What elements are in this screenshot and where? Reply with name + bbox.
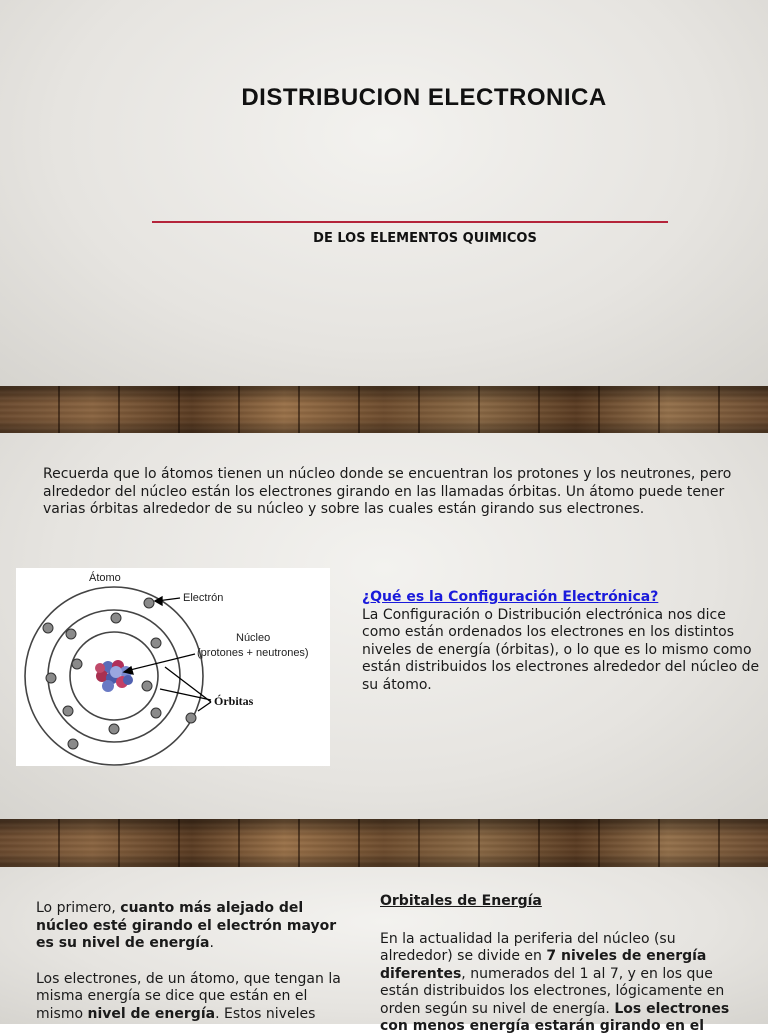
text-run: Los electrones, de un átomo, que tengan la misma energía se dice que están en el mismo [36, 970, 341, 1022]
text-run: . Estos niveles [215, 1005, 316, 1022]
label-nucleo-detail: (protones + neutrones) [197, 647, 309, 659]
text-run: Lo primero, [36, 900, 121, 916]
section-heading: Orbitales de Energía [380, 893, 542, 909]
label-electron: Electrón [183, 592, 224, 604]
title-slide [0, 0, 768, 386]
text-run-bold: nivel de energía [87, 1005, 216, 1022]
paragraph-distance [36, 900, 346, 953]
label-atomo: Átomo [89, 572, 121, 584]
text-run-bold: cuanto más alejado del núcleo esté girando el electrón mayor es su nivel de energía [36, 900, 337, 951]
text-run: , numerados del 1 al 7, y en los que están distribuidos los electrones, lógicamente en orden según su nivel de energía. [380, 965, 725, 1017]
text-run: . [209, 935, 214, 951]
configuration-definition [362, 589, 762, 694]
atom-diagram [16, 568, 330, 766]
text-run: En la actualidad la periferia del núcleo (su alrededor) se divide en [380, 930, 676, 964]
configuration-question-link[interactable]: ¿Qué es la Configuración Electrónica? [362, 589, 659, 605]
slide-subtitle: DE LOS ELEMENTOS QUIMICOS [313, 231, 537, 246]
energy-level-explanation [36, 900, 346, 1023]
nucleus [95, 660, 133, 692]
text-run-bold: 7 niveles de energía diferentes [380, 948, 707, 982]
text-run-bold: Los electrones con menos energía estarán girando en el [380, 1000, 730, 1034]
intro-paragraph: Recuerda que lo átomos tienen un núcleo donde se encuentran los protones y los neutrones, pero alrededor del núcleo están los electrones girando en las llamadas órbitas. Un átomo puede tener varias órbitas alrededor de su núcleo y sobre las cuales están girando sus electrones. [43, 466, 732, 517]
paragraph-same-energy [36, 971, 346, 1024]
configuration-answer: La Configuración o Distribución electrónica nos dice como están ordenados los electrones en los distintos niveles de energía (órbitas), o lo que es lo mismo como están distribuidos los electrones alrededor del núcleo de su átomo. [362, 606, 760, 693]
label-orbitas: Órbitas [214, 694, 254, 708]
paragraph-seven-levels [380, 931, 750, 1036]
wood-floor-band [0, 386, 768, 433]
wood-floor-band [0, 819, 768, 867]
title-divider [152, 221, 668, 223]
slide-title: DISTRIBUCION ELECTRONICA [241, 84, 607, 111]
energy-orbitals-section [380, 893, 750, 1036]
label-nucleo: Núcleo [236, 632, 271, 644]
